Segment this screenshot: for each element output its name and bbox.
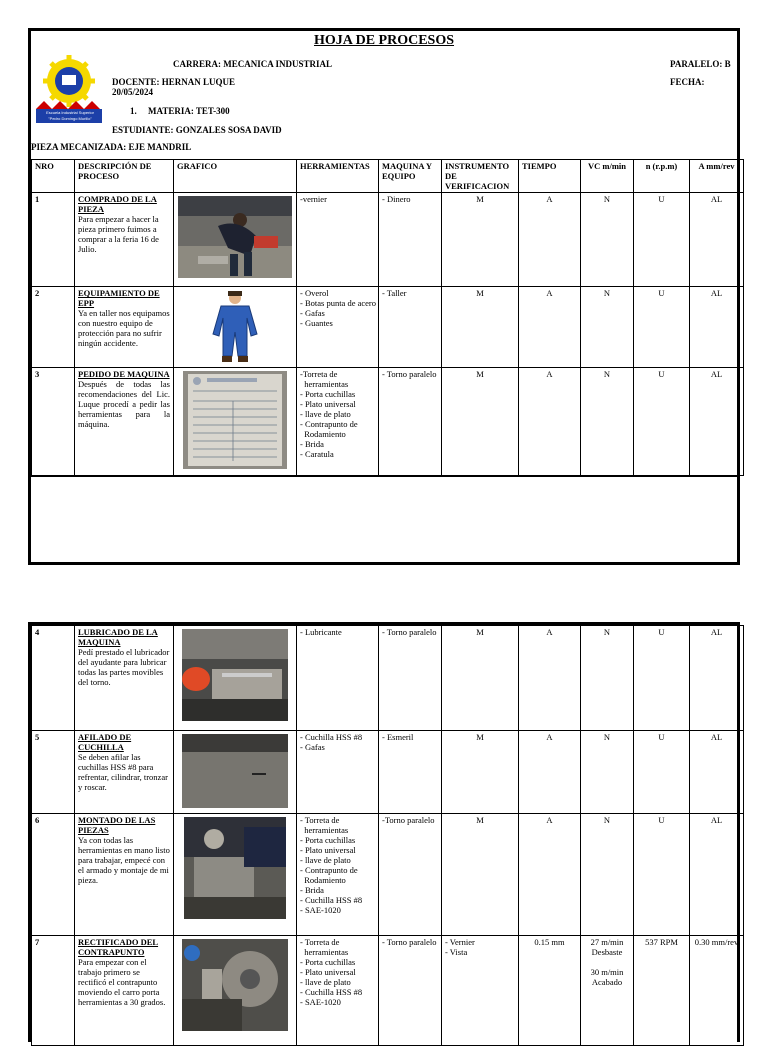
row-machine: - Torno paralelo — [379, 368, 442, 476]
tool-item: - Cuchilla HSS #8 — [300, 895, 363, 905]
row-tools — [297, 731, 379, 814]
col-herramientas: HERRAMIENTAS — [297, 160, 379, 193]
row-vc: N — [581, 814, 634, 936]
row-instrument: M — [442, 287, 519, 368]
tool-item: - Caratula — [300, 449, 334, 459]
row-nro: 7 — [32, 936, 75, 1046]
row-a: AL — [690, 731, 744, 814]
process-text: Se deben afilar las cuchillas HSS #8 para refrentar, cilindrar, tronzar y roscar. — [78, 752, 168, 792]
row-description — [75, 368, 174, 476]
table-row — [32, 814, 744, 936]
row-tools — [297, 814, 379, 936]
row-n: U — [634, 814, 690, 936]
process-title: RECTIFICADO DEL CONTRAPUNTO — [78, 937, 159, 957]
tool-request-form-image — [183, 371, 287, 469]
process-text: Después de todas las recomendaciones del Lic. Luque procedí a pedir las herramientas para la máquina. — [78, 379, 170, 429]
process-title: LUBRICADO DE LA MAQUINA — [78, 627, 158, 647]
tool-item: - Contrapunto de — [300, 865, 358, 875]
tool-item: - Porta cuchillas — [300, 389, 356, 399]
row-time: 0.15 mm — [519, 936, 581, 1046]
row-tools — [297, 626, 379, 731]
row-instrument: M — [442, 731, 519, 814]
row-description — [75, 287, 174, 368]
process-text: Para empezar con el trabajo primero se rectificó el contrapunto moviendo el carro porta herramientas a 30 grados. — [78, 957, 166, 1007]
col-grafico: GRAFICO — [174, 160, 297, 193]
row-vc: N — [581, 731, 634, 814]
row-machine: - Esmeril — [379, 731, 442, 814]
docente-label: DOCENTE: HERNAN LUQUE — [112, 77, 236, 87]
row-graphic — [174, 936, 297, 1046]
row-instrument: M — [442, 193, 519, 287]
tool-item: - llave de plato — [300, 409, 351, 419]
row-graphic — [174, 368, 297, 476]
tool-item: - Cuchilla HSS #8 — [300, 732, 363, 742]
row-a: AL — [690, 814, 744, 936]
sheet-title: HOJA DE PROCESOS — [313, 33, 455, 48]
process-title: PEDIDO DE MAQUINA — [78, 369, 170, 379]
row-description — [75, 626, 174, 731]
process-table-2 — [31, 625, 744, 1046]
tool-item: -vernier — [300, 194, 327, 204]
row-graphic — [174, 193, 297, 287]
tool-item: - Contrapunto de — [300, 419, 358, 429]
tool-item: - Gafas — [300, 308, 325, 318]
paralelo-label: PARALELO: B — [670, 59, 731, 69]
tools-list — [300, 815, 375, 915]
process-title: EQUIPAMIENTO DE EPP — [78, 288, 160, 308]
row-vc: N — [581, 193, 634, 287]
tool-item: - Brida — [300, 439, 324, 449]
row-machine: - Dinero — [379, 193, 442, 287]
row-instrument: - Vernier - Vista — [442, 936, 519, 1046]
row-machine: - Torno paralelo — [379, 936, 442, 1046]
row-vc: N — [581, 287, 634, 368]
tool-item: - Brida — [300, 885, 324, 895]
table-row — [32, 193, 744, 287]
tool-item: - SAE-1020 — [300, 997, 341, 1007]
row-machine: - Taller — [379, 287, 442, 368]
row-a: AL — [690, 626, 744, 731]
logo-caption-1: Escuela Industrial Superior — [46, 110, 94, 115]
row-nro: 5 — [32, 731, 75, 814]
col-vc: VC m/min — [581, 160, 634, 193]
row-graphic — [174, 626, 297, 731]
logo-caption-2: "Pedro Domingo Murillo" — [48, 116, 92, 121]
col-tiempo: TIEMPO — [519, 160, 581, 193]
mounting-part-lathe-image — [184, 817, 286, 919]
col-maquina: MAQUINA Y EQUIPO — [379, 160, 442, 193]
table-row — [32, 731, 744, 814]
row-a: AL — [690, 193, 744, 287]
tool-item: - Gafas — [300, 742, 325, 752]
row-machine: - Torno paralelo — [379, 626, 442, 731]
row-nro: 4 — [32, 626, 75, 731]
process-title: COMPRADO DE LA PIEZA — [78, 194, 157, 214]
tool-item: - Plato universal — [300, 967, 356, 977]
tools-list — [300, 732, 375, 752]
row-a: AL — [690, 287, 744, 368]
process-title: AFILADO DE CUCHILLA — [78, 732, 132, 752]
row-n: U — [634, 193, 690, 287]
materia-label: 1. MATERIA: TET-300 — [130, 106, 230, 116]
tool-item: - llave de plato — [300, 977, 351, 987]
row-graphic — [174, 731, 297, 814]
process-text: Ya en taller nos equipamos con nuestro equipo de protección para no sufrir ningún accidente. — [78, 308, 170, 348]
row-time: A — [519, 368, 581, 476]
row-tools — [297, 287, 379, 368]
row-tools — [297, 193, 379, 287]
tool-item: - Porta cuchillas — [300, 835, 356, 845]
row-a: 0.30 mm/rev — [690, 936, 744, 1046]
row-time: A — [519, 626, 581, 731]
tool-item: - Torreta de — [300, 937, 340, 947]
col-a: A mm/rev — [690, 160, 744, 193]
tool-item: - Guantes — [300, 318, 333, 328]
date-value: 20/05/2024 — [112, 87, 154, 97]
col-instrumento: INSTRUMENTO DE VERIFICACION — [442, 160, 519, 193]
process-sheet-page-1 — [28, 28, 740, 565]
tool-item: - Torreta de — [300, 815, 340, 825]
tool-item: herramientas — [300, 947, 349, 957]
row-machine: -Torno paralelo — [379, 814, 442, 936]
tool-item: - Botas punta de acero — [300, 298, 376, 308]
carrera-label: CARRERA: MECANICA INDUSTRIAL — [173, 59, 333, 69]
tool-item: - Lubricante — [300, 627, 342, 637]
row-time: A — [519, 287, 581, 368]
col-nro: NRO — [32, 160, 75, 193]
school-logo — [34, 55, 104, 123]
photo-buying-part-image — [178, 196, 292, 278]
lubricating-lathe-image — [182, 629, 288, 721]
tailstock-rectification-image — [182, 939, 288, 1031]
row-nro: 1 — [32, 193, 75, 287]
process-sheet-page-2 — [28, 622, 740, 1042]
tools-list — [300, 288, 375, 328]
row-n: 537 RPM — [634, 936, 690, 1046]
row-nro: 2 — [32, 287, 75, 368]
table-row — [32, 936, 744, 1046]
tools-list — [300, 937, 375, 1007]
tools-list — [300, 194, 375, 204]
tool-item: herramientas — [300, 825, 349, 835]
tool-item: - Cuchilla HSS #8 — [300, 987, 363, 997]
row-graphic — [174, 287, 297, 368]
row-vc: N — [581, 368, 634, 476]
tools-list — [300, 627, 375, 637]
tool-item: - llave de plato — [300, 855, 351, 865]
pieza-label: PIEZA MECANIZADA: EJE MANDRIL — [31, 142, 192, 152]
row-time: A — [519, 731, 581, 814]
row-instrument: M — [442, 626, 519, 731]
process-text: Ya con todas las herramientas en mano listo para trabajar, empecé con el armado y montaje de mi pieza. — [78, 835, 170, 885]
row-description — [75, 936, 174, 1046]
row-vc: 27 m/min Desbaste 30 m/min Acabado — [581, 936, 634, 1046]
col-n: n (r.p.m) — [634, 160, 690, 193]
table-row — [32, 368, 744, 476]
row-time: A — [519, 193, 581, 287]
table-blank-area — [31, 476, 737, 477]
tool-item: Rodamiento — [300, 429, 346, 439]
tool-item: - Overol — [300, 288, 329, 298]
tool-item: - Plato universal — [300, 399, 356, 409]
row-description — [75, 731, 174, 814]
table-header-row — [32, 160, 744, 193]
row-nro: 6 — [32, 814, 75, 936]
row-vc: N — [581, 626, 634, 731]
tool-item: - Porta cuchillas — [300, 957, 356, 967]
row-n: U — [634, 626, 690, 731]
row-time: A — [519, 814, 581, 936]
process-title: MONTADO DE LAS PIEZAS — [78, 815, 156, 835]
process-table-1 — [31, 159, 744, 476]
col-descripcion: DESCRIPCIÓN DE PROCESO — [75, 160, 174, 193]
table-row — [32, 626, 744, 731]
sharpening-tool-image — [182, 734, 288, 808]
row-description — [75, 193, 174, 287]
table-row — [32, 287, 744, 368]
tool-item: herramientas — [300, 379, 349, 389]
estudiante-label: ESTUDIANTE: GONZALES SOSA DAVID — [112, 125, 282, 135]
tool-item: - SAE-1020 — [300, 905, 341, 915]
row-nro: 3 — [32, 368, 75, 476]
tool-item: Rodamiento — [300, 875, 346, 885]
tool-item: -Torreta de — [300, 369, 338, 379]
fecha-label: FECHA: — [670, 77, 705, 87]
worker-overall-illustration-image — [205, 290, 265, 364]
row-instrument: M — [442, 814, 519, 936]
row-description — [75, 814, 174, 936]
row-tools — [297, 368, 379, 476]
row-instrument: M — [442, 368, 519, 476]
tool-item: - Plato universal — [300, 845, 356, 855]
row-n: U — [634, 368, 690, 476]
row-n: U — [634, 731, 690, 814]
row-a: AL — [690, 368, 744, 476]
row-n: U — [634, 287, 690, 368]
tools-list — [300, 369, 375, 459]
process-text: Para empezar a hacer la pieza primero fuimos a comprar a la feria 16 de Julio. — [78, 214, 159, 254]
process-text: Pedí prestado el lubricador del ayudante para lubricar todas las partes movibles del torno. — [78, 647, 170, 687]
row-tools — [297, 936, 379, 1046]
row-graphic — [174, 814, 297, 936]
